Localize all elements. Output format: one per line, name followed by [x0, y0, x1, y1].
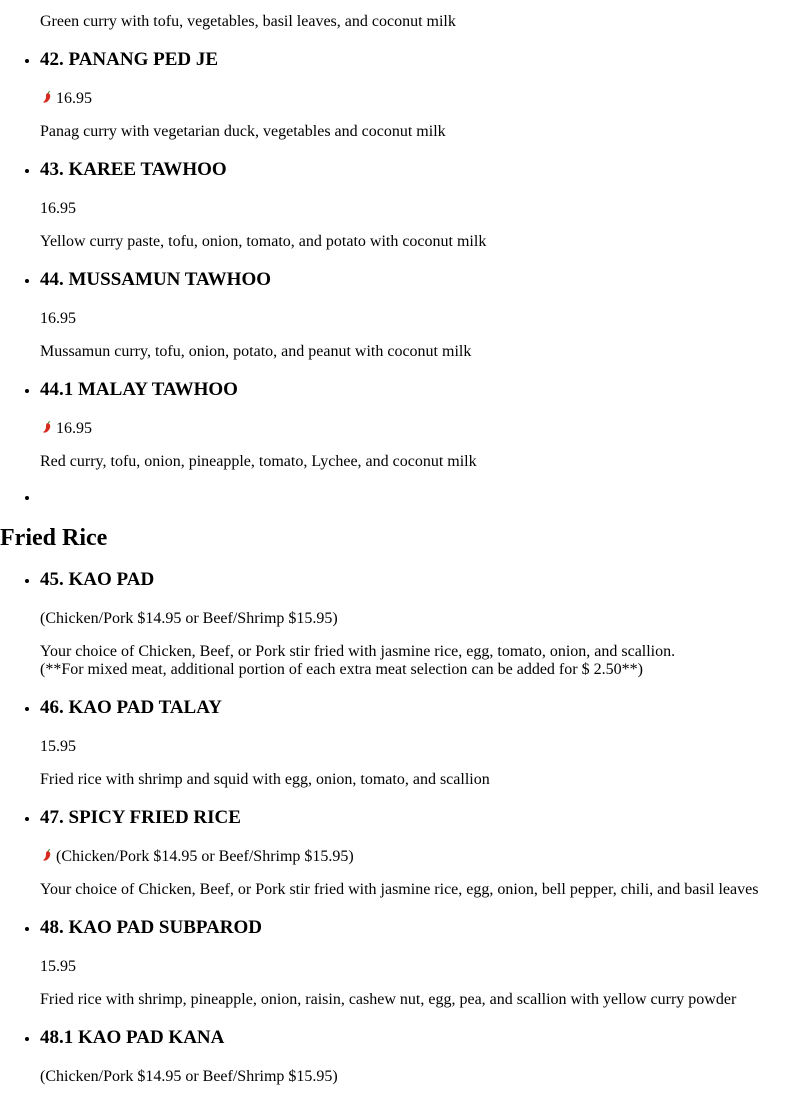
- item-price: 15.95: [40, 958, 76, 975]
- list-item: [40, 697, 794, 789]
- item-name: • 44. MUSSAMUN TAWHOO: [40, 269, 272, 290]
- item-description: Green curry with tofu, vegetables, basil leaves, and coconut milk: [40, 13, 456, 30]
- item-price: (Chicken/Pork $14.95 or Beef/Shrimp $15.95): [40, 1068, 338, 1085]
- item-price-row: [40, 309, 794, 329]
- item-name: • 43. KAREE TAWHOO: [40, 159, 227, 180]
- chili-pepper-icon: [40, 848, 54, 862]
- item-name: • 47. SPICY FRIED RICE: [40, 807, 241, 828]
- item-description: Your choice of Chicken, Beef, or Pork stir fried with jasmine rice, egg, onion, bell pepper, chili, and basil leaves: [40, 881, 759, 898]
- item-price-row: [40, 1067, 794, 1087]
- item-price: (Chicken/Pork $14.95 or Beef/Shrimp $15.95): [56, 848, 354, 865]
- item-price: 15.95: [40, 738, 76, 755]
- item-price: 16.95: [40, 200, 76, 217]
- item-description: Your choice of Chicken, Beef, or Pork stir fried with jasmine rice, egg, tomato, onion, and scallion.: [40, 643, 676, 660]
- item-price-row: [40, 89, 794, 109]
- item-price-row: [40, 199, 794, 219]
- item-price-row: [40, 737, 794, 757]
- item-price-row: [40, 957, 794, 977]
- list-item: [40, 379, 794, 471]
- fried-rice-list: [0, 569, 794, 1087]
- chili-pepper-icon: [40, 420, 54, 434]
- item-price: (Chicken/Pork $14.95 or Beef/Shrimp $15.95): [40, 610, 338, 627]
- item-note: (**For mixed meat, additional portion of each extra meat selection can be added for $ 2.50**): [40, 661, 643, 678]
- item-description-block: [40, 643, 794, 679]
- item-price: 16.95: [56, 90, 92, 107]
- list-item: [40, 1027, 794, 1087]
- section-title: Fried Rice: [0, 525, 108, 551]
- list-item: [40, 159, 794, 251]
- list-item: [40, 49, 794, 141]
- item-name: • 48. KAO PAD SUBPAROD: [40, 917, 263, 938]
- list-item: [40, 807, 794, 899]
- item-description: Mussamun curry, tofu, onion, potato, and peanut with coconut milk: [40, 343, 472, 360]
- item-name: • 44.1 MALAY TAWHOO: [40, 379, 238, 400]
- list-item: [40, 269, 794, 361]
- list-item-continued: [40, 13, 794, 31]
- chili-pepper-icon: [40, 90, 54, 104]
- item-description: Red curry, tofu, onion, pineapple, tomato, Lychee, and coconut milk: [40, 453, 477, 470]
- empty-list-item: [40, 489, 794, 507]
- item-name: • 46. KAO PAD TALAY: [40, 697, 222, 718]
- item-description: Panag curry with vegetarian duck, vegetables and coconut milk: [40, 123, 446, 140]
- item-price: 16.95: [56, 420, 92, 437]
- item-price: 16.95: [40, 310, 76, 327]
- item-name: • 48.1 KAO PAD KANA: [40, 1027, 225, 1048]
- item-name: • 45. KAO PAD: [40, 569, 155, 590]
- list-item: [40, 917, 794, 1009]
- item-description: Yellow curry paste, tofu, onion, tomato, and potato with coconut milk: [40, 233, 487, 250]
- item-description: Fried rice with shrimp, pineapple, onion, raisin, cashew nut, egg, pea, and scallion with yellow curry powder: [40, 991, 737, 1008]
- item-price-row: [40, 609, 794, 629]
- item-name: • 42. PANANG PED JE: [40, 49, 219, 70]
- curry-list: [0, 13, 794, 507]
- item-price-row: [40, 847, 794, 867]
- list-item: [40, 569, 794, 679]
- item-price-row: [40, 419, 794, 439]
- item-description: Fried rice with shrimp and squid with egg, onion, tomato, and scallion: [40, 771, 490, 788]
